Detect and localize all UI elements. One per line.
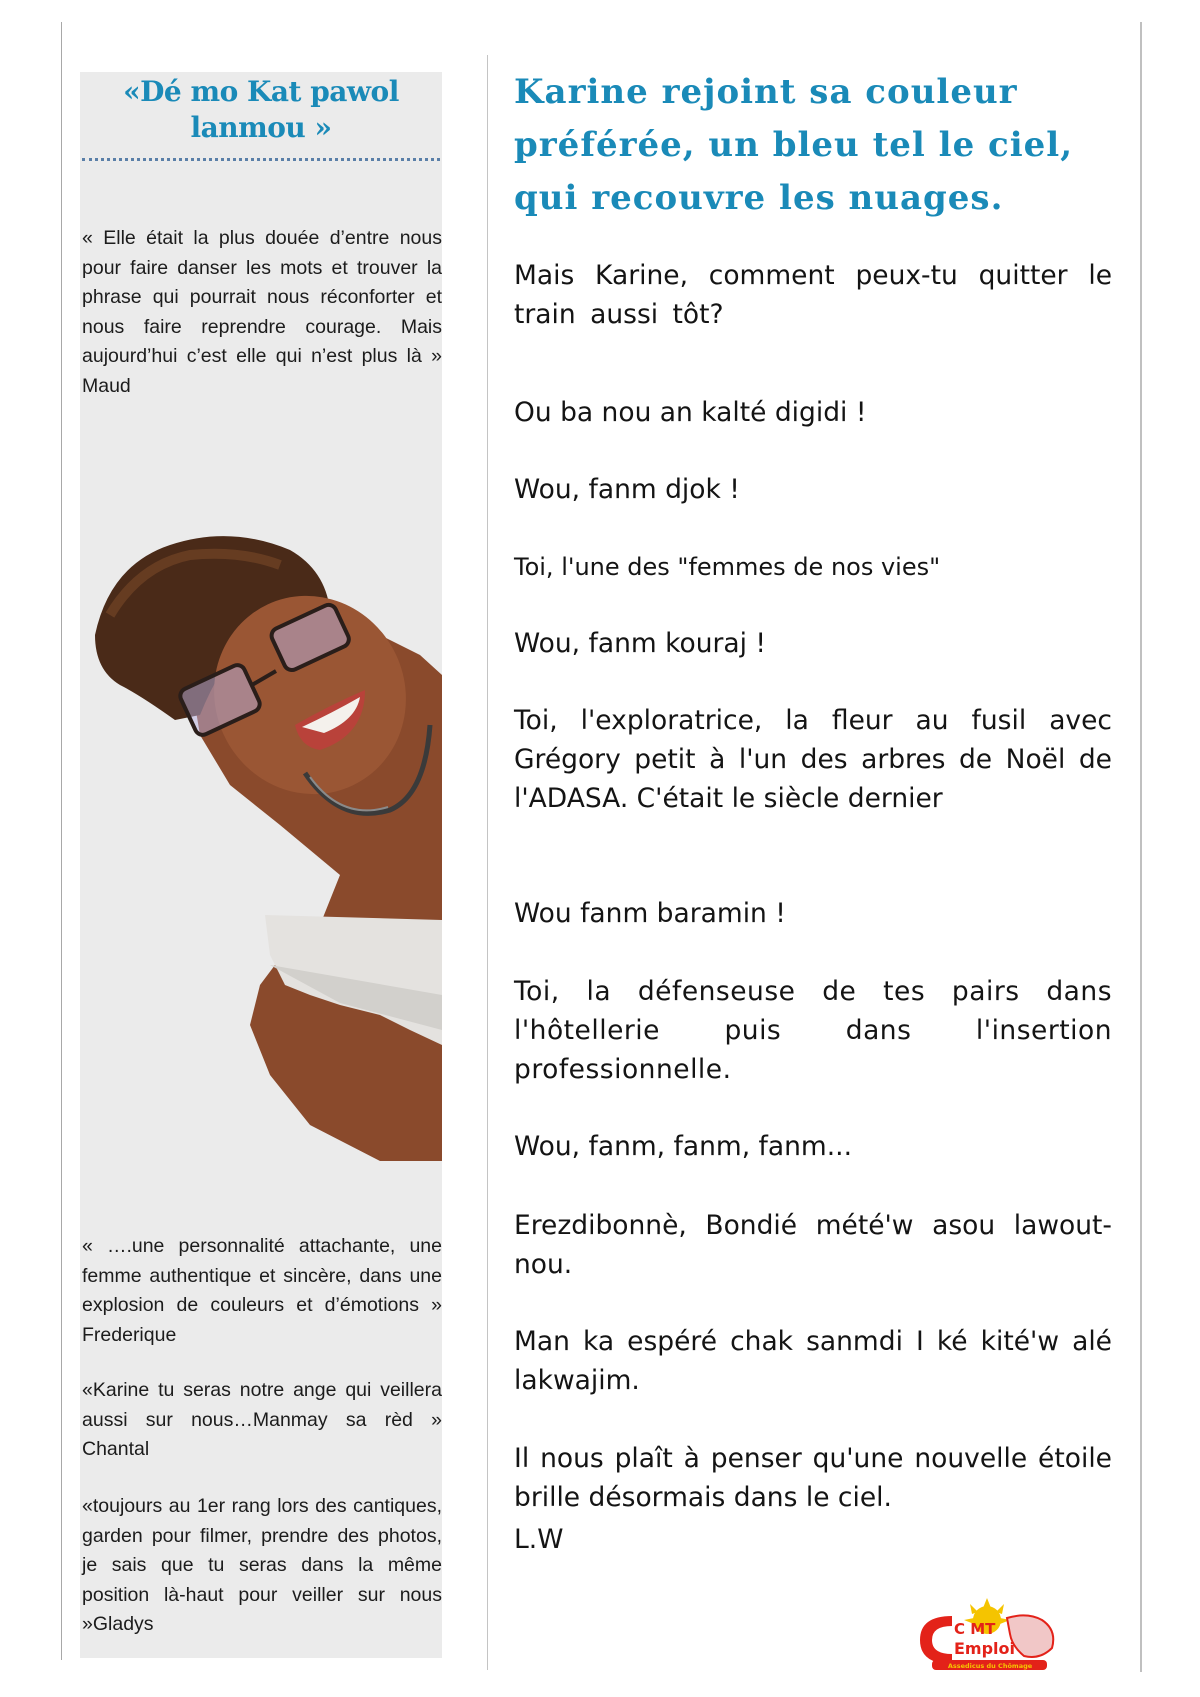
sidebar-title: «Dé mo Kat pawol lanmou » [123, 75, 399, 144]
paragraph-2: Ou ba nou an kalté digidi ! [514, 397, 867, 428]
tribute-quote-frederique: « ….une personnalité attachante, une femme authentique et sincère, dans une explosion de couleurs et d’émotions » Frederique [82, 1235, 442, 1346]
paragraph-6: Toi, l'exploratrice, la fleur au fusil avec Grégory petit à l'un des arbres de Noël de l'ADASA. C'était le siècle dernier [514, 705, 1112, 814]
paragraph-3: Wou, fanm djok ! [514, 474, 740, 505]
paragraph-8: Toi, la défenseuse de tes pairs dans l'hôtellerie puis dans l'insertion professionnelle. [514, 976, 1112, 1085]
paragraph-9: Wou, fanm, fanm, fanm... [514, 1131, 853, 1162]
paragraph-10: Erezdibonnè, Bondié mété'w asou lawout-nou. [514, 1210, 1112, 1280]
dotted-divider [82, 158, 440, 161]
paragraph-1: Mais Karine, comment peux-tu quitter le train aussi tôt? [514, 260, 1112, 330]
paragraph-4: Toi, l'une des "femmes de nos vies" [514, 553, 941, 581]
svg-text:Emploi: Emploi [954, 1639, 1016, 1658]
portrait-photo [80, 525, 442, 1165]
paragraph-12: Il nous plaît à penser qu'une nouvelle étoile brille désormais dans le ciel. [514, 1443, 1112, 1513]
paragraph-11: Man ka espéré chak sanmdi I ké kité'w alé lakwajim. [514, 1326, 1112, 1396]
signature: L.W [514, 1524, 564, 1555]
right-margin-rule [1140, 22, 1142, 1672]
article-title: Karine rejoint sa couleur préférée, un bleu tel le ciel, qui recouvre les nuages. [514, 72, 1074, 218]
cmt-emploi-logo [912, 1598, 1062, 1678]
tribute-quote-maud: « Elle était la plus douée d’entre nous pour faire danser les mots et trouver la phrase qui pourrait nous réconforter et nous faire reprendre courage. Mais aujourd’hui c’est elle qui n’est plus là » Maud [82, 227, 442, 397]
tribute-quote-gladys: «toujours au 1er rang lors des cantiques, garden pour filmer, prendre des photos, je sais que tu seras dans la même position là-haut pour veiller sur nous »Gladys [82, 1495, 442, 1635]
paragraph-5: Wou, fanm kouraj ! [514, 628, 767, 659]
left-margin-rule [61, 22, 62, 1660]
svg-text:C MT: C MT [954, 1620, 996, 1638]
tribute-quote-chantal: «Karine tu seras notre ange qui veillera aussi sur nous…Manmay sa rèd » Chantal [82, 1379, 442, 1460]
svg-text:Assedicus du Chômage: Assedicus du Chômage [947, 1662, 1033, 1670]
paragraph-7: Wou fanm baramin ! [514, 898, 786, 929]
column-divider [487, 55, 488, 1670]
